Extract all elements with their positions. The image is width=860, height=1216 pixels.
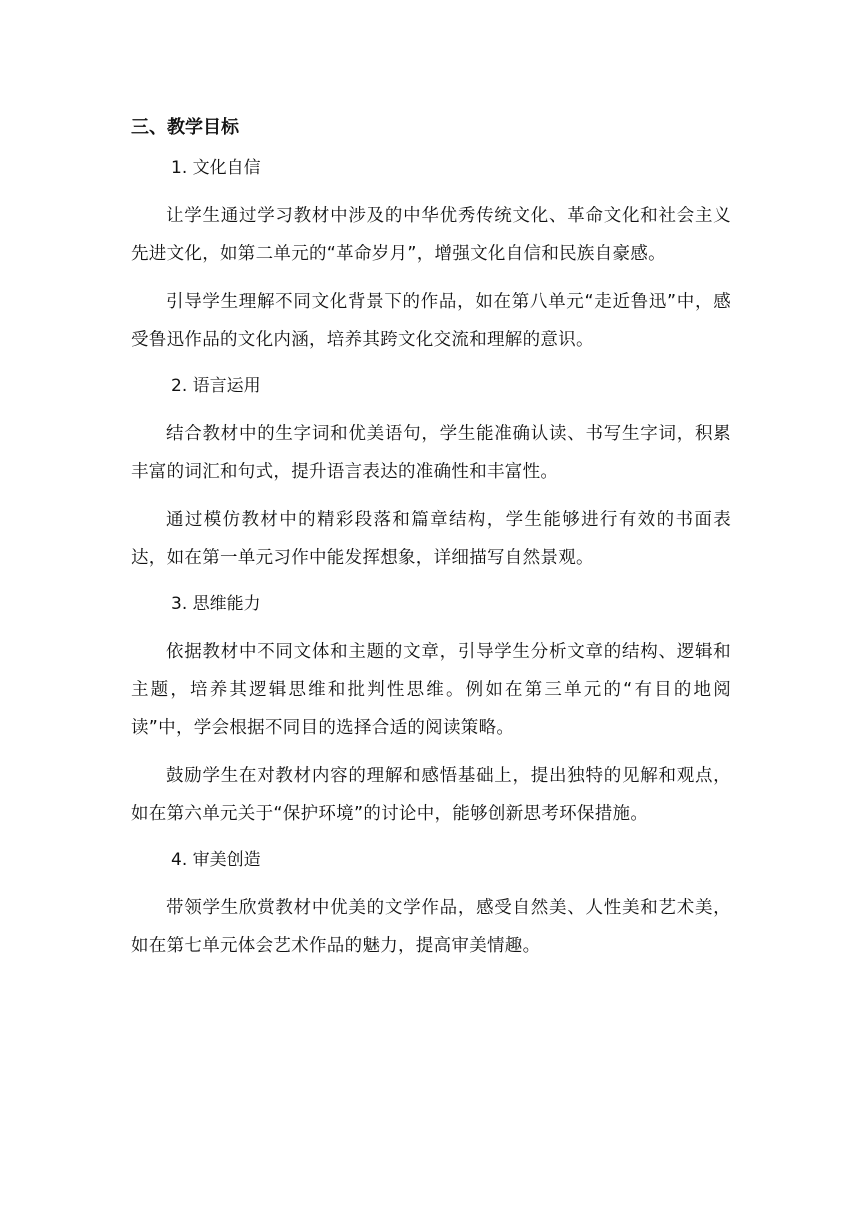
section-title: 三、教学目标 <box>131 117 239 138</box>
item-title-culture: 1. 文化自信 <box>171 158 261 178</box>
paragraph-aesthetics-1: 带领学生欣赏教材中优美的文学作品，感受自然美、人性美和艺术美，如在第七单元体会艺术作品的魅力，提高审美情趣。 <box>131 898 731 956</box>
paragraph-language-1: 结合教材中的生字词和优美语句，学生能准确认读、书写生字词，积累丰富的词汇和句式，提升语言表达的准确性和丰富性。 <box>131 424 731 482</box>
paragraph-thinking-2: 鼓励学生在对教材内容的理解和感悟基础上，提出独特的见解和观点，如在第六单元关于“保护环境”的讨论中，能够创新思考环保措施。 <box>131 766 731 824</box>
paragraph-thinking-1: 依据教材中不同文体和主题的文章，引导学生分析文章的结构、逻辑和主题，培养其逻辑思维和批判性思维。例如在第三单元的“有目的地阅读”中，学会根据不同目的选择合适的阅读策略。 <box>131 642 731 738</box>
paragraph-language-2: 通过模仿教材中的精彩段落和篇章结构，学生能够进行有效的书面表达，如在第一单元习作中能发挥想象，详细描写自然景观。 <box>131 510 731 568</box>
paragraph-culture-2: 引导学生理解不同文化背景下的作品，如在第八单元“走近鲁迅”中，感受鲁迅作品的文化内涵，培养其跨文化交流和理解的意识。 <box>131 292 731 350</box>
document-page <box>131 111 731 975</box>
item-title-aesthetics: 4. 审美创造 <box>171 850 261 870</box>
paragraph-culture-1: 让学生通过学习教材中涉及的中华优秀传统文化、革命文化和社会主义先进文化，如第二单元的“革命岁月”，增强文化自信和民族自豪感。 <box>131 206 731 264</box>
item-title-language: 2. 语言运用 <box>171 376 261 396</box>
item-title-thinking: 3. 思维能力 <box>171 594 261 614</box>
